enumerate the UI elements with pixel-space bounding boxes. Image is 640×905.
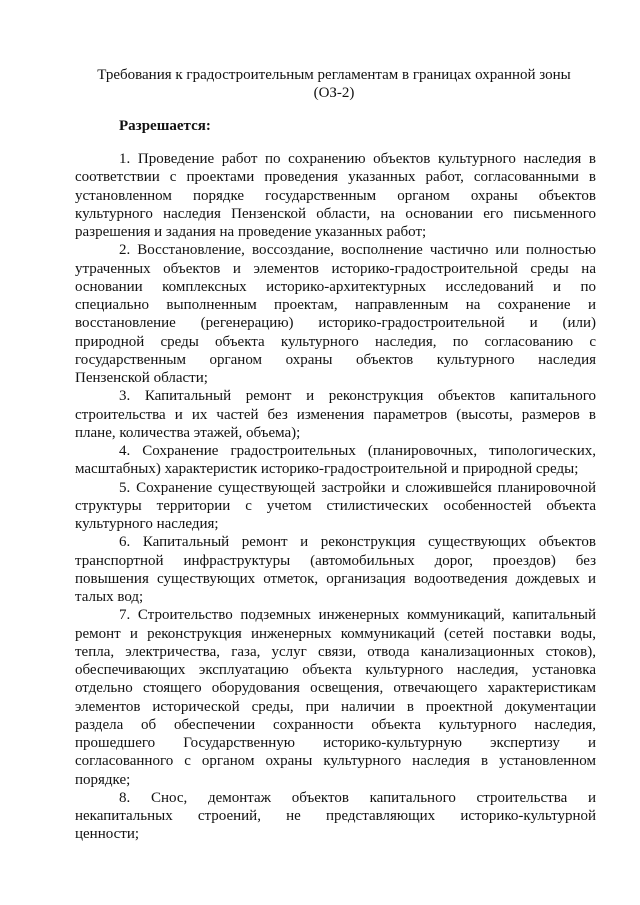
- requirements-list: [75, 150, 596, 844]
- document-title: [75, 66, 593, 102]
- paragraph-line: соответствии с проектами проведения указанных работ, согласованными в: [75, 169, 596, 186]
- paragraph-line: 5. Сохранение существующей застройки и сложившейся планировочной: [119, 479, 596, 496]
- list-item: [75, 150, 596, 241]
- list-item: [75, 387, 596, 442]
- paragraph-line: раздела об обеспечении сохранности объекта культурного наследия,: [75, 716, 596, 733]
- paragraph-line: талых вод;: [75, 589, 144, 605]
- paragraph-line: отдельно стоящего оборудования освещения, отвечающего характеристикам: [75, 680, 596, 697]
- paragraph-line: установленном порядке государственным органом охраны объектов: [75, 187, 596, 204]
- section-heading: Разрешается:: [119, 118, 211, 134]
- title-line-2: (ОЗ-2): [313, 85, 355, 101]
- paragraph-line: обеспечивающих эксплуатацию объекта культурного наследия, установка: [75, 662, 596, 678]
- title-line-1: Требования к градостроительным регламентам в границах охранной зоны: [97, 67, 571, 83]
- paragraph-line: структуры территории с учетом стилистических особенностей объекта: [75, 497, 596, 514]
- paragraph-line: государственным органом охраны объектов культурного наследия: [75, 351, 596, 368]
- paragraph-line: элементов исторической среды, при наличии в проектной документации: [75, 698, 596, 715]
- paragraph-line: прошедшего Государственную историко-культурную экспертизу и: [75, 735, 596, 751]
- paragraph-line: 1. Проведение работ по сохранению объектов культурного наследия в: [119, 151, 596, 167]
- paragraph-line: специально выполненным проектам, направленным на сохранение и: [75, 297, 596, 313]
- paragraph-line: Пензенской области;: [75, 370, 208, 386]
- paragraph-line: 6. Капитальный ремонт и реконструкция существующих объектов: [119, 534, 596, 551]
- list-item: [75, 442, 596, 479]
- list-item: [75, 533, 596, 606]
- paragraph-line: 8. Снос, демонтаж объектов капитального строительства и: [119, 789, 596, 806]
- paragraph-line: масштабных) характеристик историко-градостроительной и природной среды;: [75, 461, 579, 478]
- paragraph-line: ценности;: [75, 826, 140, 843]
- paragraph-line: тепла, электричества, газа, услуг связи, отвода канализационных стоков),: [75, 643, 596, 660]
- paragraph-line: согласованного с органом охраны культурного наследия в установленном: [75, 753, 596, 770]
- paragraph-line: транспортной инфраструктуры (автомобильных дорог, проездов) без: [75, 552, 596, 569]
- paragraph-line: 2. Восстановление, воссоздание, восполнение частично или полностью: [119, 242, 596, 259]
- paragraph-line: некапитальных строений, не представляющих историко-культурной: [75, 808, 596, 824]
- paragraph-line: культурного наследия;: [75, 516, 219, 532]
- list-item: [75, 241, 596, 387]
- paragraph-line: плане, количества этажей, объема);: [75, 424, 301, 441]
- paragraph-line: порядке;: [75, 771, 131, 788]
- paragraph-line: культурного наследия Пензенской области, на основании его письменного: [75, 205, 596, 222]
- paragraph-line: природной среды объекта культурного наследия, по согласованию с: [75, 333, 596, 350]
- paragraph-line: повышения существующих отметок, организация водоотведения дождевых и: [75, 570, 596, 587]
- paragraph-line: 7. Строительство подземных инженерных коммуникаций, капитальный: [119, 607, 596, 624]
- list-item: [75, 479, 596, 534]
- paragraph-line: 3. Капитальный ремонт и реконструкция объектов капитального: [119, 388, 596, 405]
- list-item: [75, 789, 596, 844]
- paragraph-line: утраченных объектов и элементов историко-градостроительной среды на: [75, 260, 596, 277]
- list-item: [75, 606, 596, 789]
- paragraph-line: ремонт и реконструкция инженерных коммуникаций (сетей поставки воды,: [75, 625, 596, 642]
- paragraph-line: основании комплексных историко-архитектурных исследований и по: [75, 278, 596, 295]
- paragraph-line: 4. Сохранение градостроительных (планировочных, типологических,: [119, 443, 596, 459]
- paragraph-line: строительства и их частей без изменения параметров (высоты, размеров в: [75, 406, 596, 423]
- paragraph-line: разрешения и задания на проведение указанных работ;: [75, 224, 427, 240]
- paragraph-line: восстановление (регенерацию) историко-градостроительной и (или): [75, 315, 596, 332]
